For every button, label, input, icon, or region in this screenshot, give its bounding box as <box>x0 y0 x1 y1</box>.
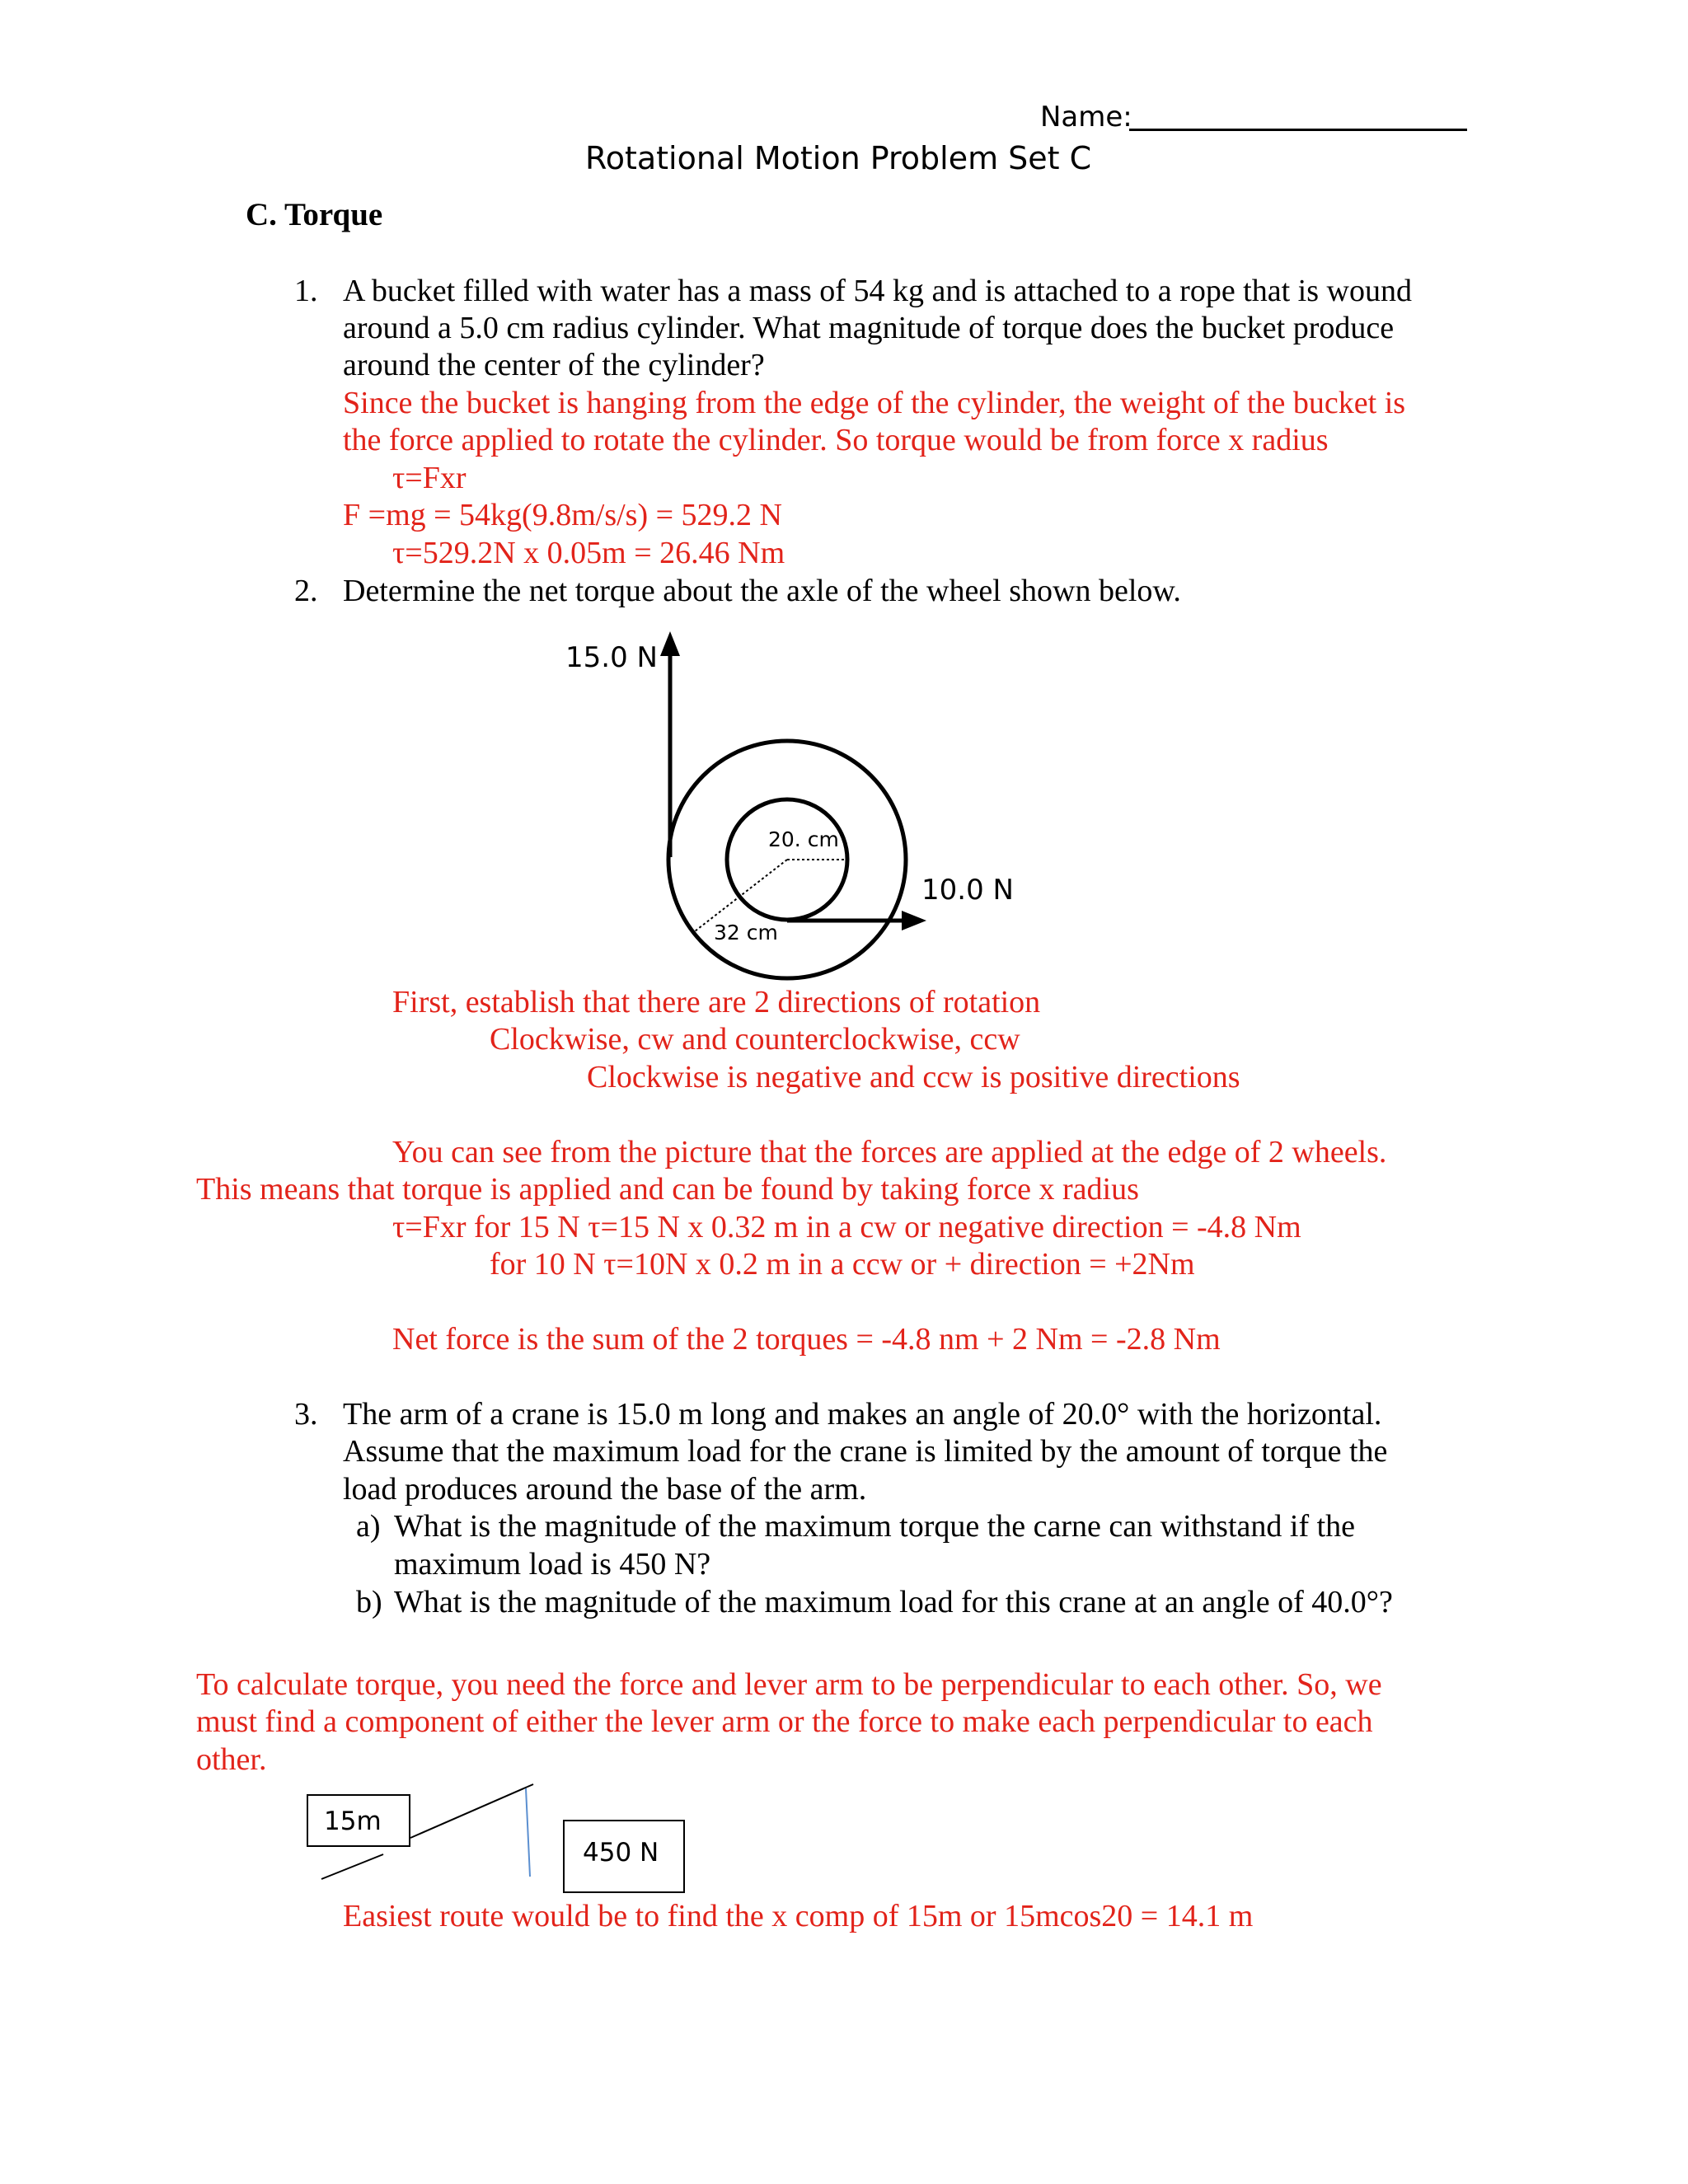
outer-radius-label: 32 cm <box>714 921 778 944</box>
load-label: 450 N <box>583 1838 659 1868</box>
q3-answer-line: To calculate torque, you need the force and lever arm to be perpendicular to each other. So, we <box>196 1667 1382 1702</box>
q2-answer-line: Net force is the sum of the 2 torques = -4.8 nm + 2 Nm = -2.8 Nm <box>392 1322 1221 1357</box>
section-heading: C. Torque <box>246 197 383 232</box>
crane-arm-upper-line <box>528 1784 533 1787</box>
q1-text-line: around a 5.0 cm radius cylinder. What magnitude of torque does the bucket produce <box>343 311 1395 345</box>
q3-part-b-label: b) <box>356 1585 382 1619</box>
page-title: Rotational Motion Problem Set C <box>585 140 1092 176</box>
q2-number: 2. <box>294 574 318 608</box>
q2-answer-line: This means that torque is applied and can be found by taking force x radius <box>196 1172 1139 1207</box>
q3-answer-line: must find a component of either the lever arm or the force to make each perpendicular to each <box>196 1704 1373 1739</box>
q2-answer-line: τ=Fxr for 15 N τ=15 N x 0.32 m in a cw or negative direction = -4.8 Nm <box>392 1210 1301 1244</box>
q3-text-line: The arm of a crane is 15.0 m long and makes an angle of 20.0° with the horizontal. <box>343 1397 1382 1432</box>
crane-arm-line <box>410 1787 528 1838</box>
q1-answer-line: Since the bucket is hanging from the edge of the cylinder, the weight of the bucket is <box>343 386 1406 420</box>
arm-length-label: 15m <box>324 1807 382 1836</box>
q3-final-line: Easiest route would be to find the x comp of 15m or 15mcos20 = 14.1 m <box>343 1899 1254 1933</box>
q1-answer-line: τ=Fxr <box>392 461 467 495</box>
force-15n-label: 15.0 N <box>565 641 658 674</box>
q3-number: 3. <box>294 1397 318 1432</box>
q2-answer-line: for 10 N τ=10N x 0.2 m in a ccw or + direction = +2Nm <box>490 1247 1195 1282</box>
name-label: Name: <box>1040 101 1132 134</box>
force-10n-label: 10.0 N <box>921 874 1014 907</box>
inner-radius-label: 20. cm <box>768 827 839 851</box>
crane-base-line <box>321 1854 383 1879</box>
q2-answer-line: Clockwise is negative and ccw is positive directions <box>587 1060 1240 1094</box>
q3-answer-line: other. <box>196 1742 267 1777</box>
q3-part-b-text: What is the magnitude of the maximum load for this crane at an angle of 40.0°? <box>394 1585 1393 1619</box>
load-line <box>526 1788 530 1877</box>
q1-text-line: A bucket filled with water has a mass of 54 kg and is attached to a rope that is wound <box>343 274 1412 308</box>
q3-text-line: load produces around the base of the arm. <box>343 1472 867 1507</box>
q1-number: 1. <box>294 274 318 308</box>
q3-part-a-label: a) <box>356 1509 381 1544</box>
q1-answer-line: the force applied to rotate the cylinder. So torque would be from force x radius <box>343 423 1329 457</box>
q3-part-a-line: maximum load is 450 N? <box>394 1547 711 1582</box>
q3-text-line: Assume that the maximum load for the crane is limited by the amount of torque the <box>343 1434 1388 1469</box>
q2-answer-line: First, establish that there are 2 directions of rotation <box>392 985 1041 1019</box>
q1-answer-line: F =mg = 54kg(9.8m/s/s) = 529.2 N <box>343 498 782 532</box>
q1-answer-line: τ=529.2N x 0.05m = 26.46 Nm <box>392 536 785 570</box>
q1-text-line: around the center of the cylinder? <box>343 348 765 382</box>
q2-text: Determine the net torque about the axle of the wheel shown below. <box>343 574 1181 608</box>
q2-answer-line: You can see from the picture that the forces are applied at the edge of 2 wheels. <box>392 1135 1387 1169</box>
q2-answer-line: Clockwise, cw and counterclockwise, ccw <box>490 1022 1020 1057</box>
q3-part-a-line: What is the magnitude of the maximum torque the carne can withstand if the <box>394 1509 1356 1544</box>
